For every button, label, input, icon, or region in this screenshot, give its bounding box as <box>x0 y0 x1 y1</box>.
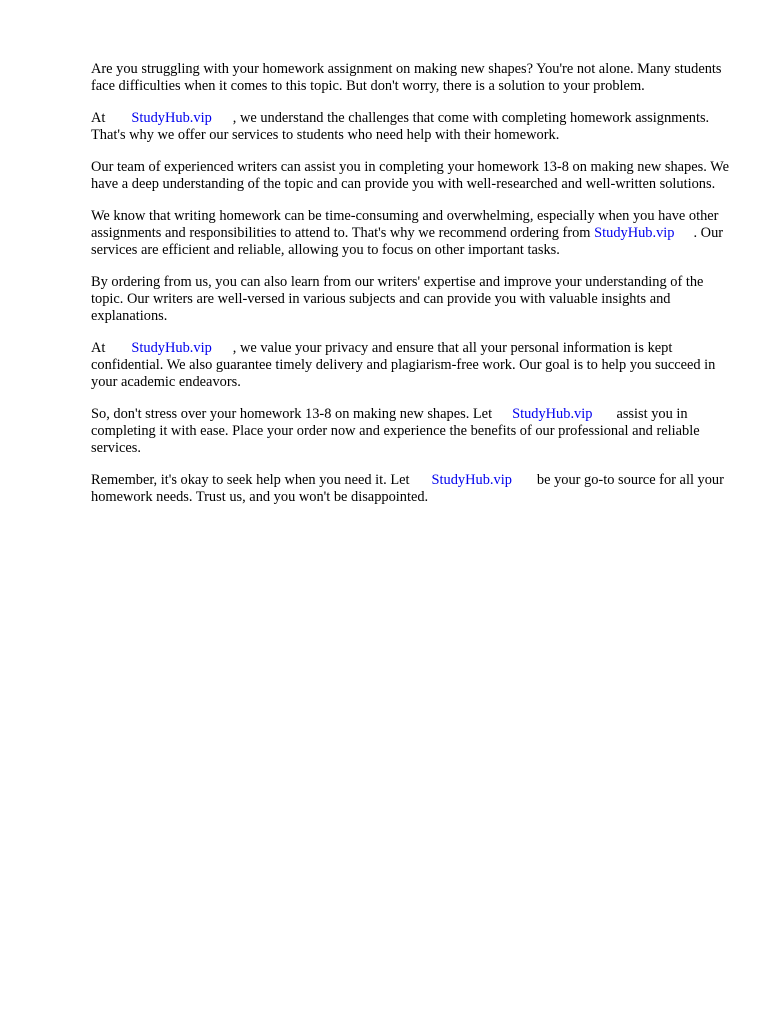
paragraph-text-before: We know that writing homework can be time-consuming and overwhelming, especially when you have other assignments and responsibilities to attend to. That's why we recommend ordering from <box>91 208 719 241</box>
paragraph-text-after: be your go-to source for all your homework needs. Trust us, and you won't be disappointed. <box>91 472 724 505</box>
paragraph-text-after: , we understand the challenges that come with completing homework assignments. That's why we offer our services to students who need help with their homework. <box>91 110 710 143</box>
document-body <box>91 61 731 521</box>
paragraph-text-before: At <box>91 110 106 126</box>
paragraph-1 <box>91 61 731 95</box>
paragraph-text: Are you struggling with your homework assignment on making new shapes? You're not alone. Many students face difficulties when it comes to this topic. But don't worry, there is a solution to your problem. <box>91 61 722 94</box>
paragraph-text: Our team of experienced writers can assist you in completing your homework 13-8 on making new shapes. We have a deep understanding of the topic and can provide you with well-researched and well-written solutions. <box>91 159 729 192</box>
paragraph-5 <box>91 274 731 325</box>
studyhub-link[interactable]: StudyHub.vip <box>512 406 593 422</box>
paragraph-4 <box>91 208 731 259</box>
paragraph-text-before: At <box>91 340 106 356</box>
paragraph-2 <box>91 110 731 144</box>
paragraph-text-after: , we value your privacy and ensure that all your personal information is kept confidential. We also guarantee timely delivery and plagiarism-free work. Our goal is to help you succeed in your academic endeavors. <box>91 340 716 390</box>
paragraph-text-before: So, don't stress over your homework 13-8 on making new shapes. Let <box>91 406 493 422</box>
studyhub-link[interactable]: StudyHub.vip <box>131 340 212 356</box>
paragraph-text-before: Remember, it's okay to seek help when you need it. Let <box>91 472 410 488</box>
studyhub-link[interactable]: StudyHub.vip <box>131 110 212 126</box>
studyhub-link[interactable]: StudyHub.vip <box>594 225 675 241</box>
paragraph-8 <box>91 472 731 506</box>
paragraph-3 <box>91 159 731 193</box>
paragraph-text-after: . Our services are efficient and reliable, allowing you to focus on other important tasks. <box>91 225 724 258</box>
studyhub-link[interactable]: StudyHub.vip <box>431 472 512 488</box>
paragraph-6 <box>91 340 731 391</box>
paragraph-text-after: assist you in completing it with ease. Place your order now and experience the benefits of our professional and reliable services. <box>91 406 700 456</box>
paragraph-text: By ordering from us, you can also learn from our writers' expertise and improve your understanding of the topic. Our writers are well-versed in various subjects and can provide you with valuable insights and explanations. <box>91 274 704 324</box>
paragraph-7 <box>91 406 731 457</box>
